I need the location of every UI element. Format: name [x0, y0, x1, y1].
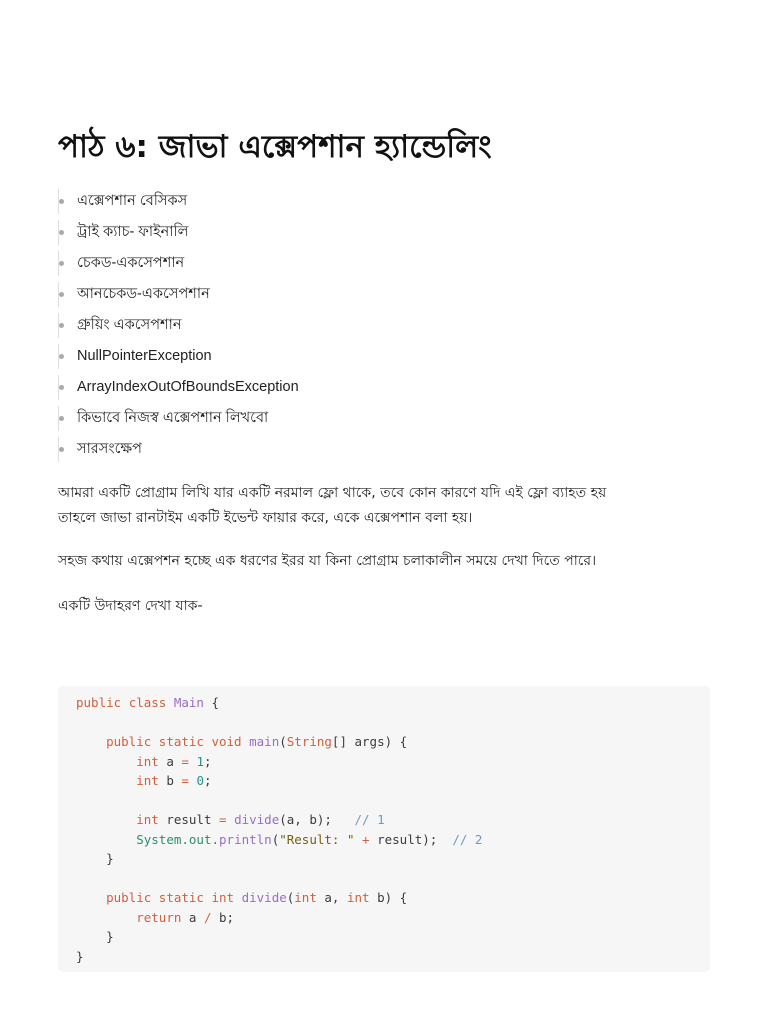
code-line: int b = 0; [136, 773, 212, 788]
toc-item-label: ট্রাই ক্যাচ- ফাইনালি [77, 224, 189, 240]
toc-item[interactable] [58, 279, 299, 310]
intro-line-1: আমরা একটি প্রোগ্রাম লিখি যার একটি নরমাল ফ্লো থাকে, তবে কোন কারণে যদি এই ফ্লো ব্যাহত হয় [58, 485, 607, 501]
bullet-icon [59, 261, 64, 266]
toc-item-label: চেকড-একসেপশান [77, 255, 185, 271]
toc-item-label: গ্রুয়িং একসেপশান [77, 317, 182, 333]
bullet-icon [59, 354, 64, 359]
toc-item[interactable] [58, 186, 299, 217]
toc-item-label: আনচেকড-একসেপশান [77, 286, 210, 302]
bullet-icon [59, 199, 64, 204]
toc-item[interactable] [58, 310, 299, 341]
toc-item-label: NullPointerException [77, 348, 212, 364]
code-line: public static int divide(int a, int b) { [106, 890, 408, 905]
toc-item[interactable] [58, 403, 299, 434]
bullet-icon [59, 323, 64, 328]
code-line: } [76, 851, 114, 866]
code-line: public static void main(String[] args) { [106, 734, 408, 749]
intro-paragraph [58, 481, 710, 531]
example-intro-paragraph: একটি উদাহরণ দেখা যাক- [58, 598, 203, 614]
bullet-icon [59, 230, 64, 235]
bullet-icon [59, 416, 64, 421]
bullet-icon [59, 292, 64, 297]
toc-item[interactable] [58, 217, 299, 248]
code-line: int result = divide(a, b); // 1 [136, 812, 385, 827]
code-line: } [76, 929, 114, 944]
table-of-contents [58, 186, 299, 465]
toc-item-label: ArrayIndexOutOfBoundsException [77, 379, 299, 395]
toc-item[interactable] [58, 341, 299, 372]
toc-item-label: এক্সেপশান বেসিকস [77, 193, 188, 209]
definition-paragraph: সহজ কথায় এক্সেপশন হচ্ছে এক ধরণের ইরর যা কিনা প্রোগ্রাম চলাকালীন সময়ে দেখা দিতে পারে। [58, 553, 597, 569]
toc-item[interactable] [58, 372, 299, 403]
intro-line-2: তাহলে জাভা রানটাইম একটি ইভেন্ট ফায়ার করে, একে এক্সেপশান বলা হয়। [58, 510, 473, 526]
code-block[interactable] [58, 686, 710, 972]
bullet-icon [59, 447, 64, 452]
toc-item[interactable] [58, 248, 299, 279]
code-line: System.out.println("Result: " + result); // 2 [136, 831, 483, 847]
code-line: int a = 1; [136, 753, 212, 769]
code-line: } [76, 948, 84, 964]
code-line: public class Main { [76, 695, 220, 710]
toc-item-label: কিভাবে নিজস্ব এক্সেপশান লিখবো [77, 410, 269, 426]
bullet-icon [59, 385, 64, 390]
code-content [76, 693, 482, 966]
toc-item-label: সারসংক্ষেপ [77, 441, 142, 457]
toc-item[interactable] [58, 434, 299, 465]
page-title: পাঠ ৬: জাভা এক্সেপশান হ্যান্ডেলিং [58, 129, 492, 165]
code-line: return a / b; [136, 909, 235, 925]
